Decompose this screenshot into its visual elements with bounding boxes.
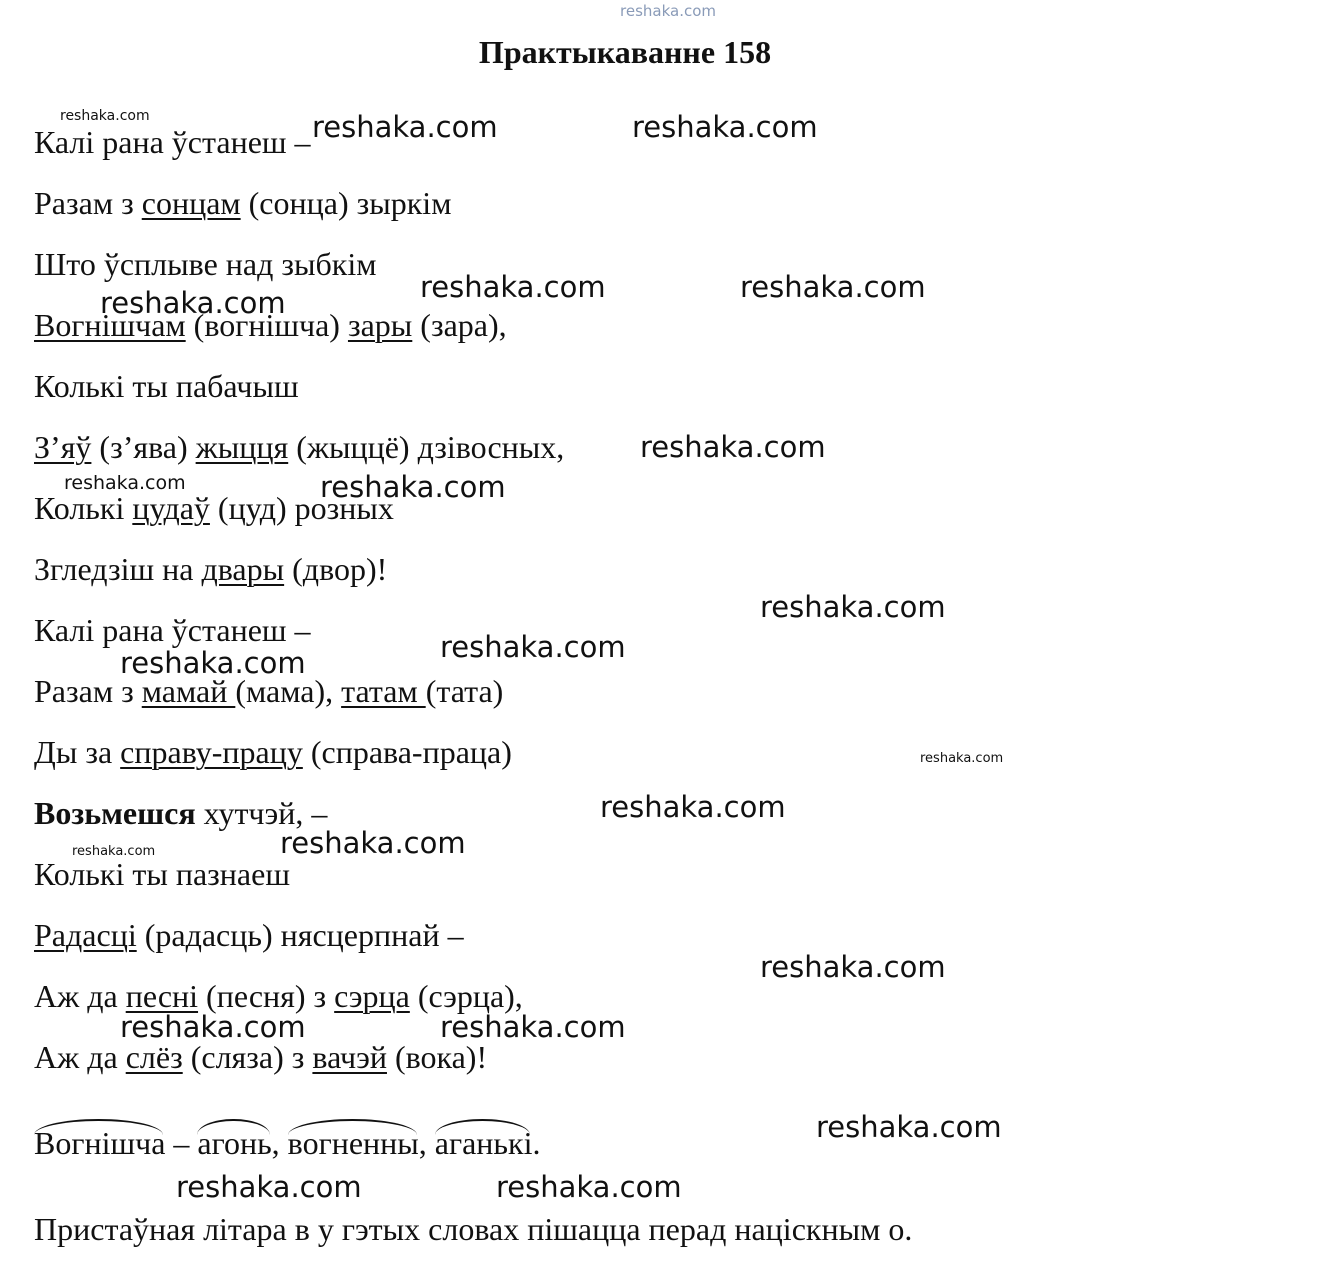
underlined-word: сонцам [141, 185, 241, 221]
watermark: reshaka.com [420, 270, 606, 304]
underlined-word: З’яў [34, 429, 92, 465]
watermark-top: reshaka.com [620, 2, 716, 20]
underlined-word: цудаў [132, 490, 210, 526]
watermark: reshaka.com [120, 1010, 306, 1044]
text: Колькі ты пабачыш [34, 368, 299, 404]
underlined-word: жыцця [195, 429, 289, 465]
poem-line-13 [34, 854, 290, 894]
underlined-word: песні [125, 978, 199, 1014]
watermark: reshaka.com [100, 286, 286, 320]
bold-word: Возьмешся [34, 795, 196, 831]
text: , [418, 1125, 435, 1161]
text: (двор)! [284, 551, 388, 587]
text: Калі рана ўстанеш – [34, 124, 311, 160]
text: (вогнішча) [185, 307, 348, 343]
watermark: reshaka.com [312, 110, 498, 144]
text: (справа-праца) [302, 734, 512, 770]
rule-note: Пристаўная літара в у гэтых словах пішацца перад націскным о. [34, 1211, 913, 1247]
text: хутчэй, – [195, 795, 328, 831]
watermark: reshaka.com [320, 470, 506, 504]
text: (песня) з [198, 978, 335, 1014]
watermark: reshaka.com [176, 1170, 362, 1204]
text: Разам з [34, 185, 142, 221]
roots-line [34, 1123, 540, 1163]
text: (сляза) з [182, 1039, 313, 1075]
poem-line-1 [34, 122, 311, 162]
watermark: reshaka.com [632, 110, 818, 144]
text: Колькі ты пазнаеш [34, 856, 290, 892]
watermark: reshaka.com [740, 270, 926, 304]
poem-line-9 [34, 610, 311, 650]
watermark: reshaka.com [280, 826, 466, 860]
poem-line-6 [34, 427, 564, 467]
text: (вока)! [386, 1039, 488, 1075]
poem-line-3 [34, 244, 376, 284]
text: (жыццё) дзівосных, [288, 429, 565, 465]
text: (зара), [412, 307, 507, 343]
underlined-word: татам [341, 673, 426, 709]
text: (сонца) зыркім [240, 185, 452, 221]
text: Згледзіш на [34, 551, 202, 587]
underlined-word: мамай [141, 673, 236, 709]
underlined-word: Радасці [34, 917, 137, 953]
poem-line-14 [34, 915, 464, 955]
text: Разам з [34, 673, 142, 709]
underlined-word: зары [347, 307, 413, 343]
underlined-word: Вогнішчам [34, 307, 186, 343]
text: (сэрца), [409, 978, 523, 1014]
text: Ды за [34, 734, 121, 770]
poem-line-5 [34, 366, 299, 406]
text: Калі рана ўстанеш – [34, 612, 311, 648]
poem-line-2 [34, 183, 451, 223]
watermark: reshaka.com [816, 1110, 1002, 1144]
watermark: reshaka.com [60, 108, 150, 124]
watermark: reshaka.com [440, 630, 626, 664]
text: (радасць) нясцерпнай – [136, 917, 464, 953]
text: Аж да [34, 978, 126, 1014]
watermark: reshaka.com [640, 430, 826, 464]
text: Аж да [34, 1039, 126, 1075]
underlined-word: справу-працу [120, 734, 303, 770]
underlined-word: сэрца [334, 978, 410, 1014]
watermark: reshaka.com [760, 590, 946, 624]
text: (цуд) розных [209, 490, 394, 526]
root-word-2: агонь [197, 1125, 272, 1161]
text: . [532, 1125, 541, 1161]
text: (мама), [235, 673, 342, 709]
watermark: reshaka.com [72, 844, 156, 859]
page-title: Практыкаванне 158 [478, 34, 772, 70]
poem-line-8 [34, 549, 387, 589]
underlined-word: вачэй [312, 1039, 387, 1075]
underlined-word: двары [201, 551, 285, 587]
text: Колькі [34, 490, 133, 526]
watermark: reshaka.com [760, 950, 946, 984]
root-word-1: Вогнішча [34, 1125, 166, 1161]
poem-line-11 [34, 732, 512, 772]
text: , [271, 1125, 288, 1161]
text: (тата) [425, 673, 504, 709]
watermark: reshaka.com [496, 1170, 682, 1204]
underlined-word: слёз [125, 1039, 183, 1075]
root-word-3: вогненны [287, 1125, 419, 1161]
text: Што ўсплыве над зыбкім [34, 246, 377, 282]
watermark: reshaka.com [600, 790, 786, 824]
root-word-4: аганькі [434, 1125, 533, 1161]
watermark: reshaka.com [64, 472, 186, 494]
watermark: reshaka.com [120, 646, 306, 680]
text: – [165, 1125, 198, 1161]
watermark: reshaka.com [440, 1010, 626, 1044]
text: (з’ява) [91, 429, 196, 465]
watermark: reshaka.com [920, 751, 1004, 766]
